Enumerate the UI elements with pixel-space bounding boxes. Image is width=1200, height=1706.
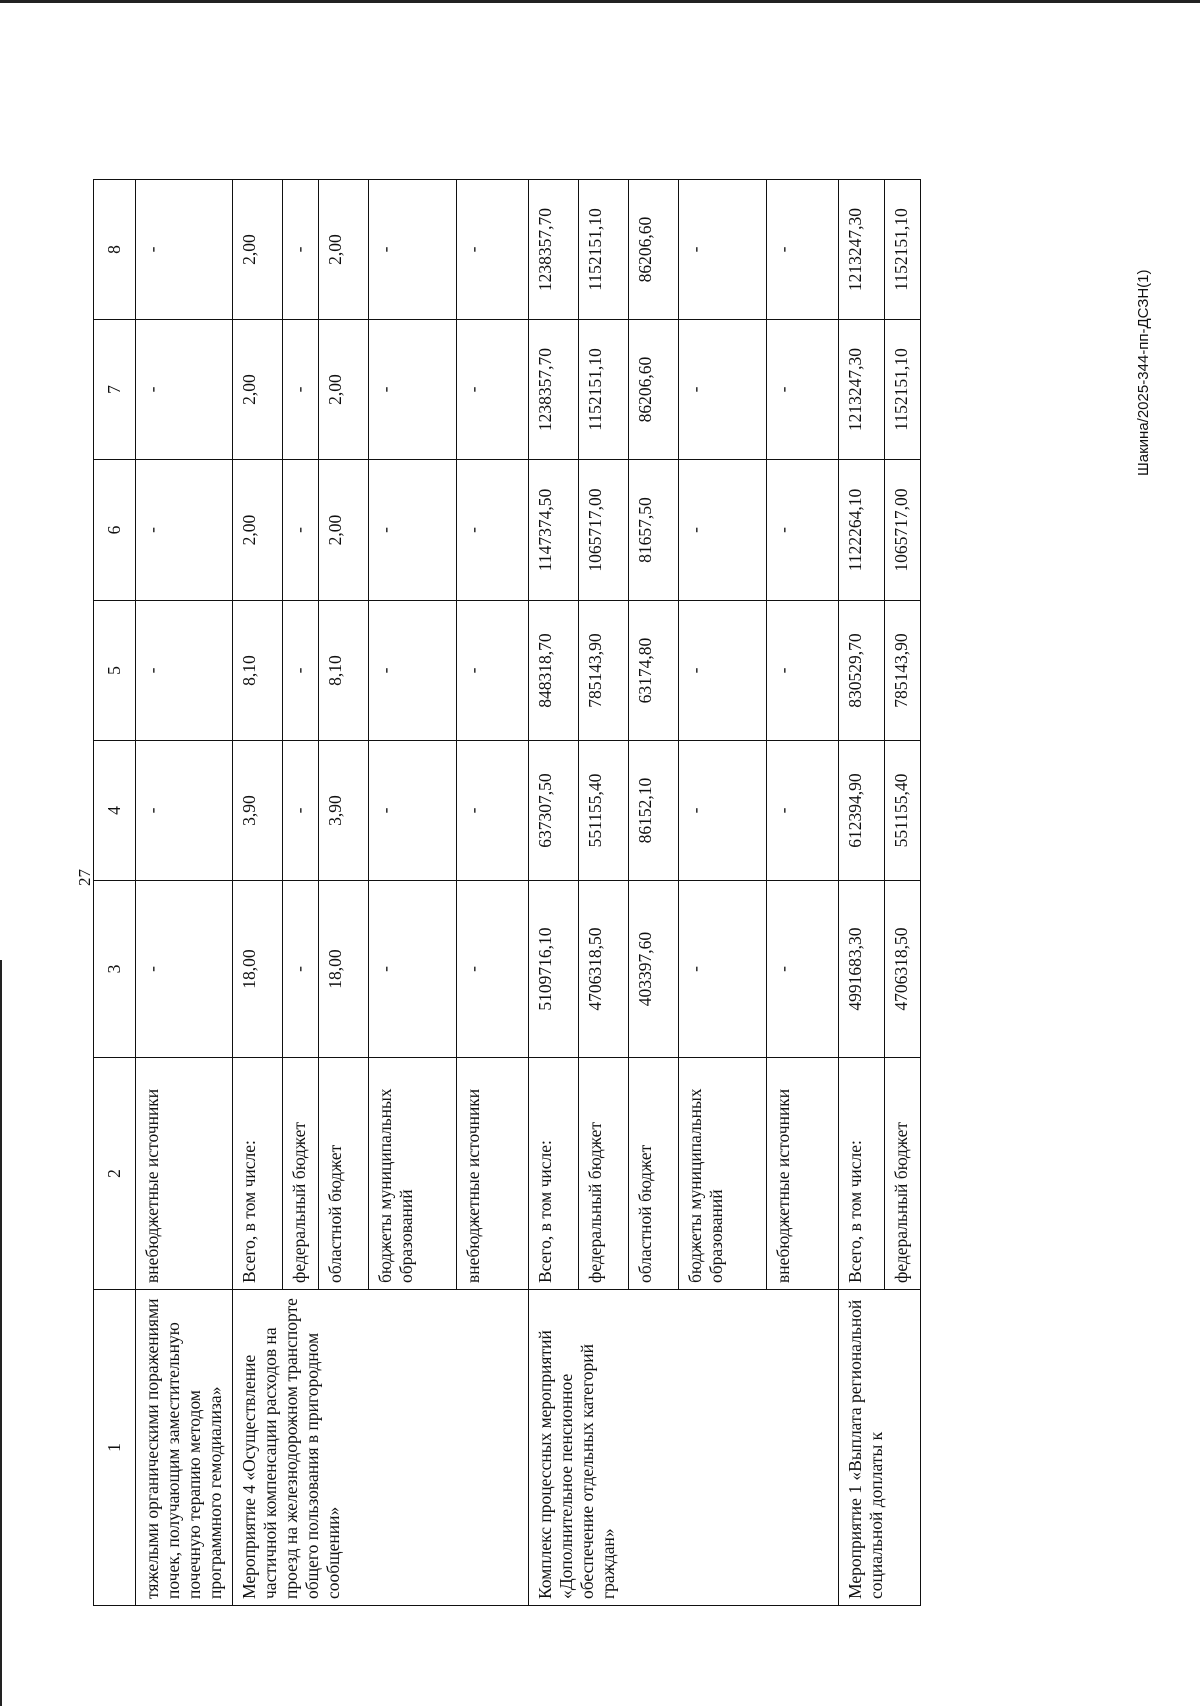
amount-cell: - bbox=[767, 741, 839, 881]
funding-source-cell: бюджеты муниципальных образований bbox=[369, 1058, 457, 1290]
amount-cell: - bbox=[283, 881, 319, 1058]
column-header: 4 bbox=[94, 741, 136, 881]
amount-cell: - bbox=[136, 601, 233, 741]
amount-cell: - bbox=[369, 741, 457, 881]
amount-cell: 63174,80 bbox=[629, 601, 679, 741]
amount-cell: - bbox=[457, 741, 529, 881]
amount-cell: - bbox=[767, 320, 839, 460]
measure-title-cell: тяжелыми органическими поражениями почек, получающим заместительную почечную терапию методом программного гемодиализа» bbox=[136, 1290, 233, 1606]
column-header: 2 bbox=[94, 1058, 136, 1290]
amount-cell: 81657,50 bbox=[629, 460, 679, 601]
amount-cell: - bbox=[679, 320, 767, 460]
amount-cell: 2,00 bbox=[319, 180, 369, 320]
amount-cell: - bbox=[136, 881, 233, 1058]
amount-cell: 18,00 bbox=[319, 881, 369, 1058]
amount-cell: - bbox=[679, 460, 767, 601]
amount-cell: 1213247,30 bbox=[839, 180, 885, 320]
amount-cell: 785143,90 bbox=[579, 601, 629, 741]
amount-cell: - bbox=[767, 180, 839, 320]
amount-cell: - bbox=[283, 460, 319, 601]
amount-cell: - bbox=[457, 320, 529, 460]
funding-source-cell: внебюджетные источники bbox=[767, 1058, 839, 1290]
amount-cell: 2,00 bbox=[233, 180, 283, 320]
amount-cell: - bbox=[457, 601, 529, 741]
amount-cell: 18,00 bbox=[233, 881, 283, 1058]
amount-cell: 1213247,30 bbox=[839, 320, 885, 460]
amount-cell: - bbox=[369, 881, 457, 1058]
funding-source-cell: Всего, в том числе: bbox=[529, 1058, 579, 1290]
measure-title-cell: Мероприятие 1 «Выплата региональной социальной доплаты к bbox=[839, 1290, 921, 1606]
column-header: 8 bbox=[94, 180, 136, 320]
table-header-row bbox=[94, 180, 136, 1606]
amount-cell: 848318,70 bbox=[529, 601, 579, 741]
amount-cell: 4706318,50 bbox=[579, 881, 629, 1058]
amount-cell: - bbox=[136, 180, 233, 320]
amount-cell: - bbox=[457, 881, 529, 1058]
amount-cell: 403397,60 bbox=[629, 881, 679, 1058]
column-header: 7 bbox=[94, 320, 136, 460]
amount-cell: 1238357,70 bbox=[529, 180, 579, 320]
amount-cell: 1238357,70 bbox=[529, 320, 579, 460]
table-row bbox=[136, 180, 233, 1606]
amount-cell: 1152151,10 bbox=[885, 180, 921, 320]
funding-source-cell: федеральный бюджет bbox=[885, 1058, 921, 1290]
budget-table bbox=[93, 179, 921, 1606]
funding-source-cell: областной бюджет bbox=[629, 1058, 679, 1290]
amount-cell: - bbox=[369, 180, 457, 320]
funding-source-cell: Всего, в том числе: bbox=[233, 1058, 283, 1290]
amount-cell: 2,00 bbox=[319, 320, 369, 460]
amount-cell: 3,90 bbox=[233, 741, 283, 881]
column-header: 1 bbox=[94, 1290, 136, 1606]
amount-cell: 5109716,10 bbox=[529, 881, 579, 1058]
amount-cell: 4991683,30 bbox=[839, 881, 885, 1058]
funding-source-cell: внебюджетные источники bbox=[457, 1058, 529, 1290]
amount-cell: 1065717,00 bbox=[885, 460, 921, 601]
funding-source-cell: Всего, в том числе: bbox=[839, 1058, 885, 1290]
table-row bbox=[839, 180, 885, 1606]
amount-cell: 785143,90 bbox=[885, 601, 921, 741]
amount-cell: 1147374,50 bbox=[529, 460, 579, 601]
amount-cell: - bbox=[457, 180, 529, 320]
amount-cell: 612394,90 bbox=[839, 741, 885, 881]
amount-cell: - bbox=[283, 320, 319, 460]
funding-source-cell: областной бюджет bbox=[319, 1058, 369, 1290]
amount-cell: - bbox=[283, 741, 319, 881]
amount-cell: - bbox=[369, 320, 457, 460]
amount-cell: 551155,40 bbox=[579, 741, 629, 881]
amount-cell: - bbox=[369, 601, 457, 741]
amount-cell: - bbox=[679, 881, 767, 1058]
amount-cell: - bbox=[369, 460, 457, 601]
amount-cell: 2,00 bbox=[319, 460, 369, 601]
funding-source-cell: федеральный бюджет bbox=[579, 1058, 629, 1290]
amount-cell: - bbox=[767, 460, 839, 601]
funding-source-cell: внебюджетные источники bbox=[136, 1058, 233, 1290]
amount-cell: 1122264,10 bbox=[839, 460, 885, 601]
page-number: 27 bbox=[75, 869, 94, 886]
document-footer-code: Шакина/2025-344-пп-ДСЗН(1) bbox=[1135, 269, 1152, 476]
amount-cell: 2,00 bbox=[233, 320, 283, 460]
column-header: 6 bbox=[94, 460, 136, 601]
amount-cell: 8,10 bbox=[233, 601, 283, 741]
funding-source-cell: федеральный бюджет bbox=[283, 1058, 319, 1290]
amount-cell: - bbox=[136, 741, 233, 881]
amount-cell: - bbox=[136, 320, 233, 460]
amount-cell: 830529,70 bbox=[839, 601, 885, 741]
table-row bbox=[529, 180, 579, 1606]
amount-cell: 1152151,10 bbox=[885, 320, 921, 460]
column-header: 3 bbox=[94, 881, 136, 1058]
table-row bbox=[233, 180, 283, 1606]
measure-title-cell: Мероприятие 4 «Осуществление частичной компенсации расходов на проезд на железнодорожном транспорте общего пользования в пригородном сообщении» bbox=[233, 1290, 529, 1606]
column-header: 5 bbox=[94, 601, 136, 741]
amount-cell: - bbox=[136, 460, 233, 601]
amount-cell: - bbox=[767, 881, 839, 1058]
measure-title-cell: Комплекс процессных мероприятий «Дополнительное пенсионное обеспечение отдельных категорий граждан» bbox=[529, 1290, 839, 1606]
amount-cell: - bbox=[283, 601, 319, 741]
amount-cell: - bbox=[767, 601, 839, 741]
amount-cell: 1065717,00 bbox=[579, 460, 629, 601]
amount-cell: 2,00 bbox=[233, 460, 283, 601]
amount-cell: 1152151,10 bbox=[579, 180, 629, 320]
amount-cell: - bbox=[679, 601, 767, 741]
funding-source-cell: бюджеты муниципальных образований bbox=[679, 1058, 767, 1290]
amount-cell: - bbox=[679, 180, 767, 320]
amount-cell: 8,10 bbox=[319, 601, 369, 741]
amount-cell: 551155,40 bbox=[885, 741, 921, 881]
amount-cell: 86206,60 bbox=[629, 320, 679, 460]
amount-cell: 86206,60 bbox=[629, 180, 679, 320]
amount-cell: 3,90 bbox=[319, 741, 369, 881]
amount-cell: 1152151,10 bbox=[579, 320, 629, 460]
amount-cell: 86152,10 bbox=[629, 741, 679, 881]
amount-cell: - bbox=[457, 460, 529, 601]
amount-cell: - bbox=[679, 741, 767, 881]
amount-cell: 4706318,50 bbox=[885, 881, 921, 1058]
amount-cell: 637307,50 bbox=[529, 741, 579, 881]
amount-cell: - bbox=[283, 180, 319, 320]
